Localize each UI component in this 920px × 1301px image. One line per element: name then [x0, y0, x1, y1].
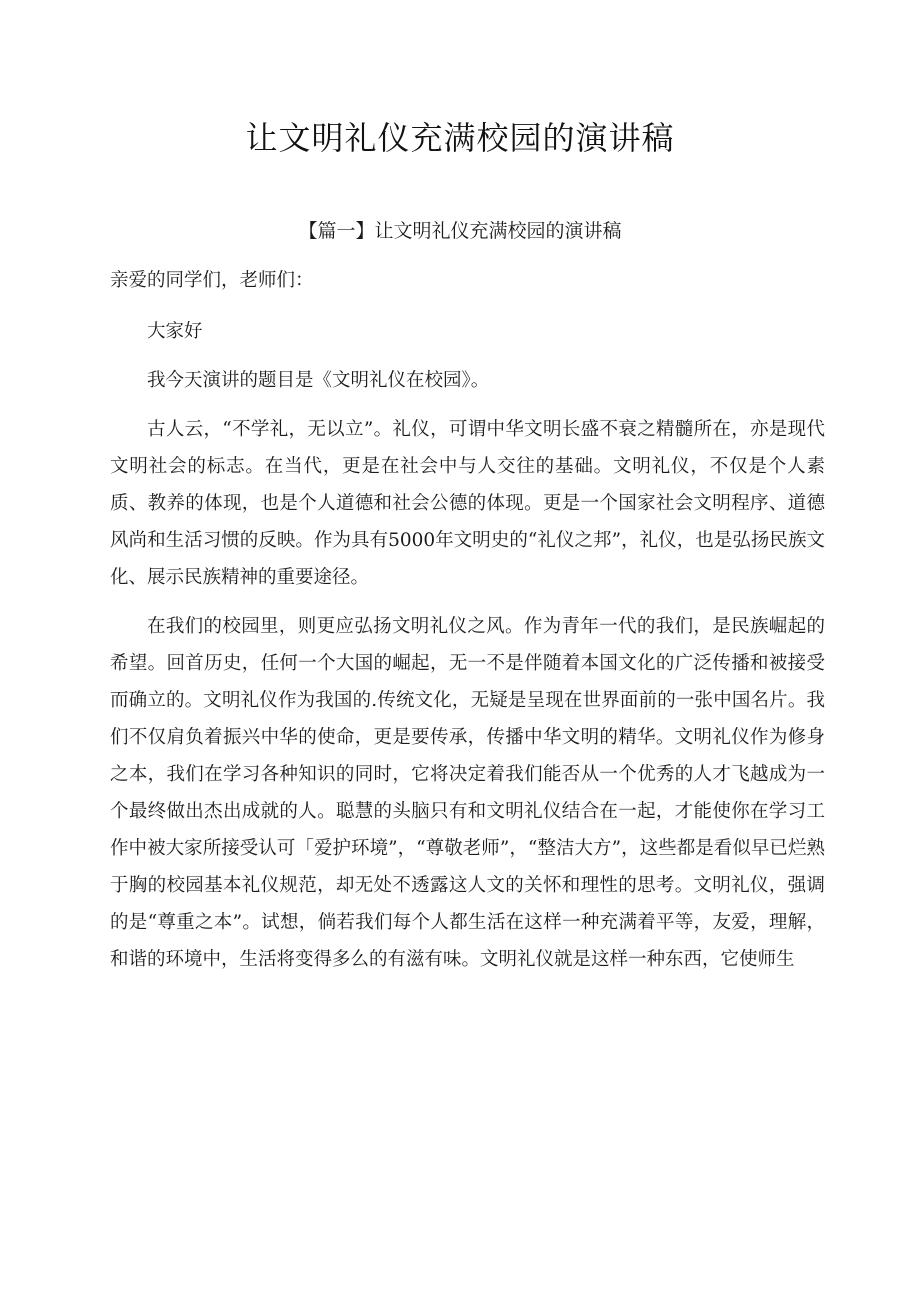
page-title: 让文明礼仪充满校园的演讲稿 — [245, 119, 675, 157]
paragraph-topic: 我今天演讲的题目是《文明礼仪在校园》。 — [147, 370, 490, 391]
paragraph-campus-etiquette: 在我们的校园里，则更应弘扬文明礼仪之风。作为青年一代的我们，是民族崛起的希望。回首历史，任何一个大国的崛起，无一不是伴随着本国文化的广泛传播和被接受而确立的。文明礼仪作为我国的.传统文化，无疑是呈现在世界面前的一张中国名片。我们不仅肩负着振兴中华的使命，更是要传承，传播中华文明的精华。文明礼仪作为修身之本，我们在学习各种知识的同时，它将决定着我们能否从一个优秀的人才飞越成为一个最终做出杰出成就的人。聪慧的头脑只有和文明礼仪结合在一起，才能使你在学习工作中被大家所接受认可「爱护环境”，“尊敬老师”，“整洁大方”，这些都是看似早已烂熟于胸的校园基本礼仪规范，却无处不透露这人文的关怀和理性的思考。文明礼仪，强调的是“尊重之本”。试想，倘若我们每个人都生活在这样一种充满着平等，友爱，理解，和谐的环境中，生活将变得多么的有滋有味。文明礼仪就是这样一种东西，它使师生 — [110, 616, 825, 970]
paragraph-etiquette-intro: 古人云，“不学礼，无以立”。礼仪，可谓中华文明长盛不衰之精髓所在，亦是现代文明社会的标志。在当代，更是在社会中与人交往的基础。文明礼仪，不仅是个人素质、教养的体现，也是个人道德和社会公德的体现。更是一个国家社会文明程序、道德风尚和生活习惯的反映。作为具有5000年文明史的“礼仪之邦”，礼仪，也是弘扬民族文化、展示民族精神的重要途径。 — [110, 419, 825, 588]
body-text — [110, 313, 825, 978]
salutation: 亲爱的同学们，老师们： — [110, 270, 314, 291]
paragraph-greeting: 大家好 — [147, 321, 203, 342]
section-heading: 【篇一】让文明礼仪充满校园的演讲稿 — [298, 220, 622, 242]
